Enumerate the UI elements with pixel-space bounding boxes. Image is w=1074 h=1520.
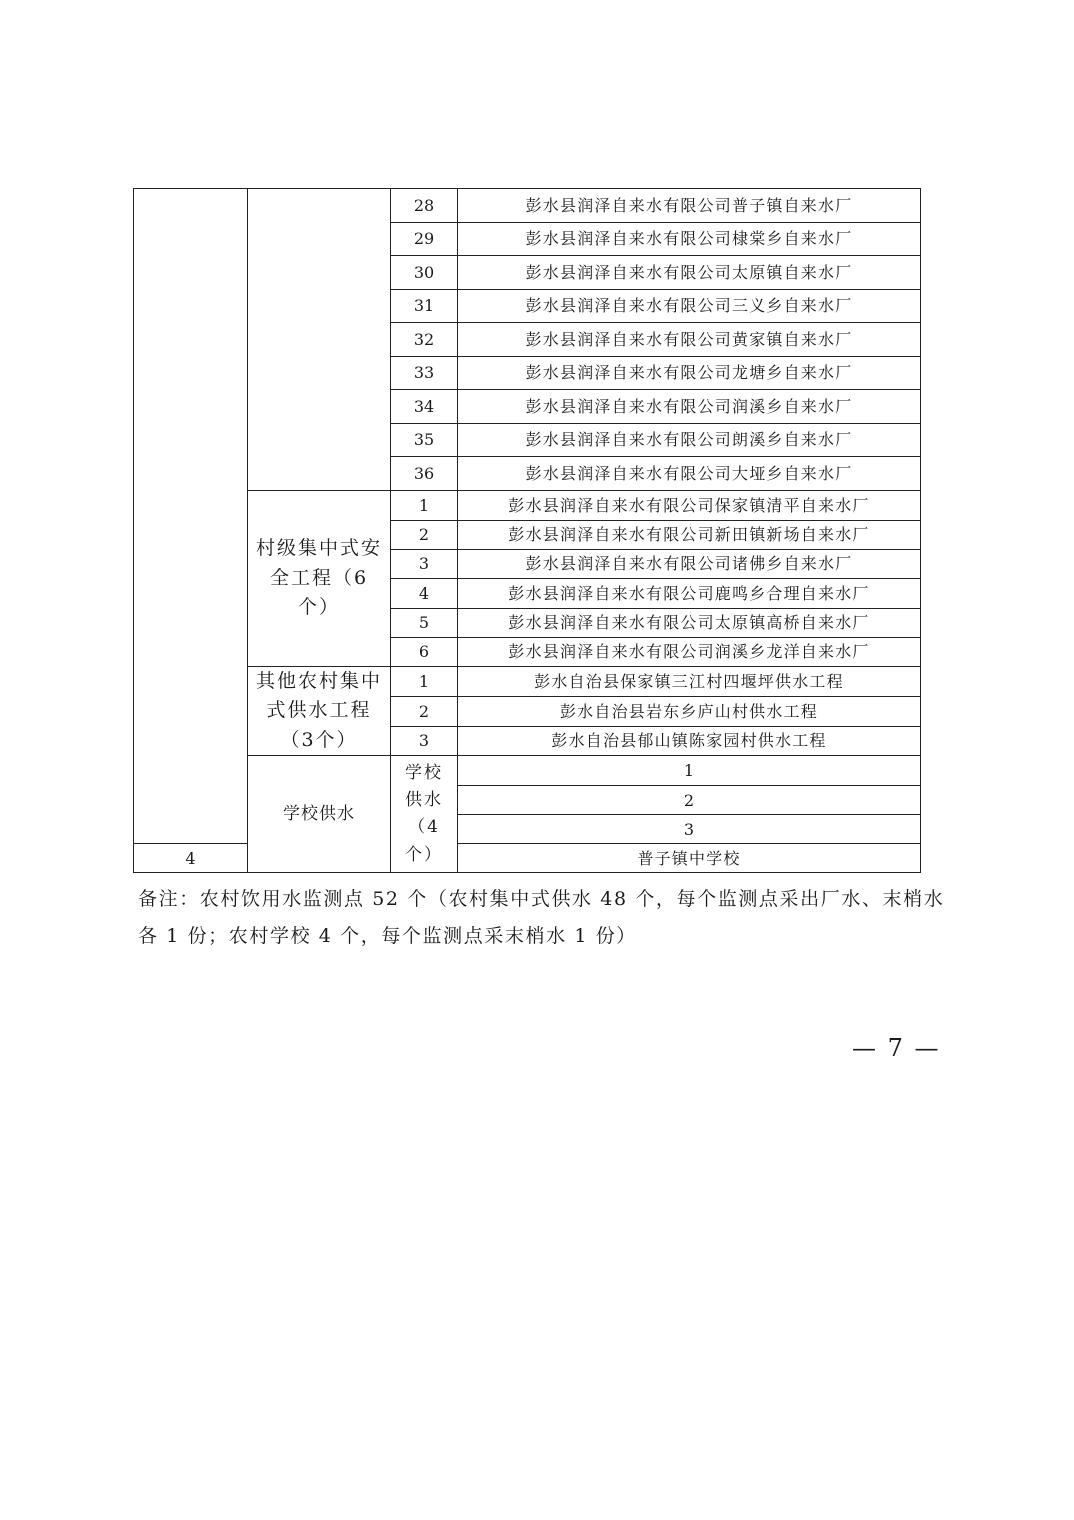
monitoring-site-name: 彭水县润泽自来水有限公司保家镇清平自来水厂 — [458, 491, 921, 521]
row-number: 1 — [458, 756, 921, 786]
footnote-remark: 备注：农村饮用水监测点 52 个（农村集中式供水 48 个，每个监测点采出厂水、末梢水各 1 份；农村学校 4 个，每个监测点采末梢水 1 份） — [138, 888, 945, 947]
row-number: 4 — [134, 844, 248, 873]
row-number: 30 — [391, 256, 458, 290]
subcategory-other-rural-centralized: 其他农村集中式供水工程（3个） — [248, 667, 391, 756]
row-number: 34 — [391, 390, 458, 424]
monitoring-site-name: 彭水县润泽自来水有限公司诸佛乡自来水厂 — [458, 550, 921, 579]
category-cell-rural-continued — [134, 189, 248, 844]
monitoring-points-table — [133, 188, 921, 873]
category-school-water-supply: 学校供水 — [248, 756, 391, 873]
table-row — [134, 667, 921, 697]
row-number: 3 — [391, 550, 458, 579]
row-number: 3 — [391, 726, 458, 755]
table-row — [134, 491, 921, 521]
row-number: 4 — [391, 579, 458, 609]
row-number: 29 — [391, 223, 458, 256]
monitoring-site-name: 彭水县润泽自来水有限公司龙塘乡自来水厂 — [458, 357, 921, 390]
row-number: 36 — [391, 457, 458, 491]
monitoring-site-name: 彭水县润泽自来水有限公司鹿鸣乡合理自来水厂 — [458, 579, 921, 609]
row-number: 1 — [391, 491, 458, 521]
monitoring-site-name: 普子镇中学校 — [458, 844, 921, 873]
row-number: 2 — [391, 697, 458, 726]
monitoring-site-name: 彭水县润泽自来水有限公司朗溪乡自来水厂 — [458, 424, 921, 457]
monitoring-site-name: 彭水县润泽自来水有限公司新田镇新场自来水厂 — [458, 521, 921, 550]
monitoring-site-name: 彭水县润泽自来水有限公司润溪乡自来水厂 — [458, 390, 921, 424]
subcategory-village-centralized: 村级集中式安全工程（6个） — [248, 491, 391, 667]
monitoring-site-name: 彭水自治县岩东乡庐山村供水工程 — [458, 697, 921, 726]
monitoring-site-name: 彭水自治县保家镇三江村四堰坪供水工程 — [458, 667, 921, 697]
monitoring-site-name: 彭水县润泽自来水有限公司普子镇自来水厂 — [458, 189, 921, 223]
monitoring-site-name: 彭水自治县郁山镇陈家园村供水工程 — [458, 726, 921, 755]
row-number: 28 — [391, 189, 458, 223]
monitoring-site-name: 彭水县润泽自来水有限公司太原镇自来水厂 — [458, 256, 921, 290]
monitoring-site-name: 彭水县润泽自来水有限公司大垭乡自来水厂 — [458, 457, 921, 491]
row-number: 31 — [391, 290, 458, 323]
row-number: 2 — [458, 786, 921, 815]
row-number: 1 — [391, 667, 458, 697]
table-row — [134, 189, 921, 223]
subcategory-cell-continued — [248, 189, 391, 491]
monitoring-site-name: 彭水县润泽自来水有限公司太原镇高桥自来水厂 — [458, 609, 921, 638]
row-number: 33 — [391, 357, 458, 390]
row-number: 6 — [391, 638, 458, 667]
table-row — [134, 756, 921, 786]
page-number: — 7 — — [852, 1034, 941, 1062]
row-number: 3 — [458, 815, 921, 844]
monitoring-site-name: 彭水县润泽自来水有限公司棣棠乡自来水厂 — [458, 223, 921, 256]
row-number: 35 — [391, 424, 458, 457]
monitoring-site-name: 彭水县润泽自来水有限公司润溪乡龙洋自来水厂 — [458, 638, 921, 667]
monitoring-site-name: 彭水县润泽自来水有限公司三义乡自来水厂 — [458, 290, 921, 323]
row-number: 5 — [391, 609, 458, 638]
row-number: 32 — [391, 323, 458, 357]
monitoring-site-name: 彭水县润泽自来水有限公司黄家镇自来水厂 — [458, 323, 921, 357]
row-number: 2 — [391, 521, 458, 550]
subcategory-school-water-supply: 学校供水（4个） — [391, 756, 458, 873]
